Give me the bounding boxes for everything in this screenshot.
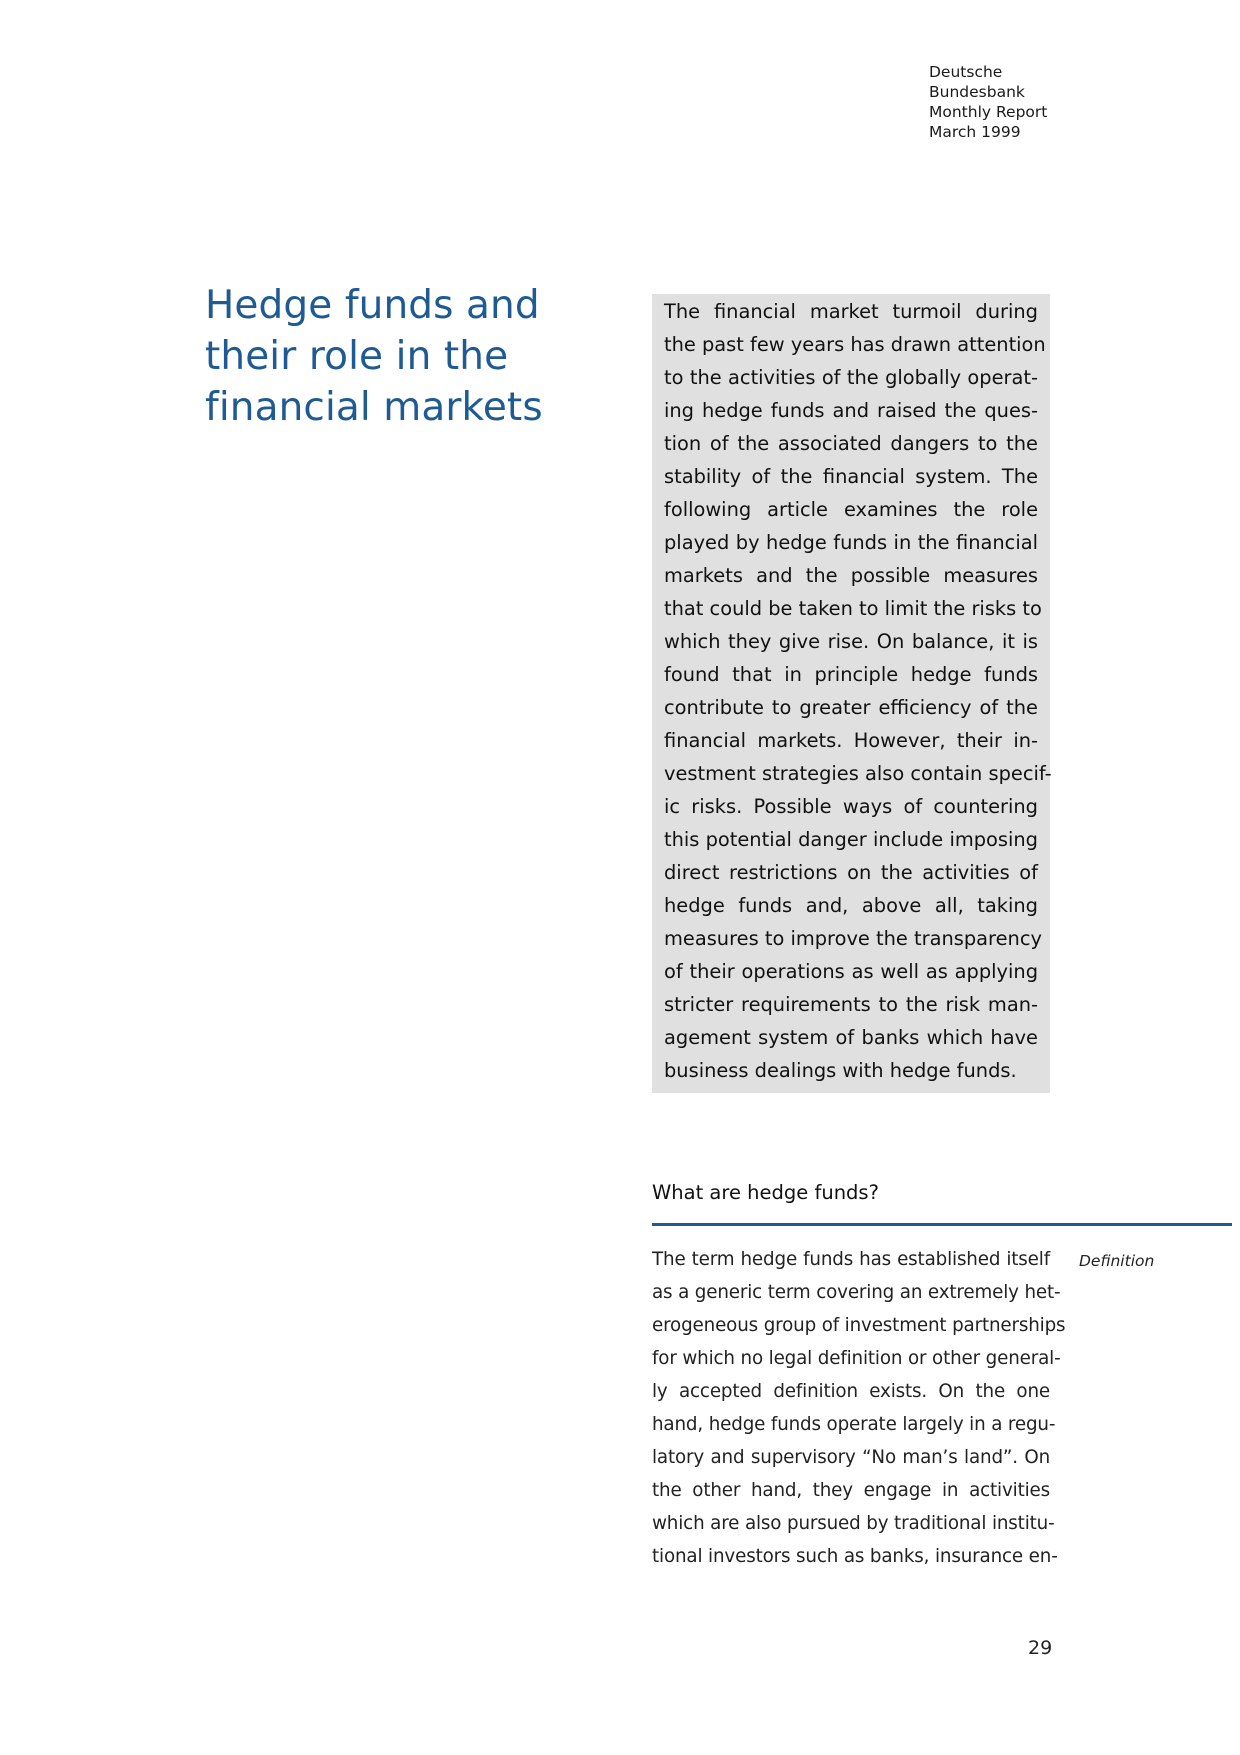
summary-line: of their operations as well as applying [664,960,1038,983]
header-line: Monthly Report [929,103,1048,121]
summary-line: agement system of banks which have [664,1026,1038,1049]
summary-line: to the activities of the globally operat- [664,366,1038,389]
summary-line: which they give rise. On balance, it is [664,630,1038,653]
summary-line: following article examines the role [664,498,1038,521]
summary-line: contribute to greater efficiency of the [664,696,1038,719]
summary-line: direct restrictions on the activities of [664,861,1038,884]
header-line: Deutsche [929,63,1003,81]
title-line: Hedge funds and [205,283,540,328]
summary-line: vestment strategies also contain specif- [664,762,1052,785]
section-heading: What are hedge funds? [652,1181,879,1204]
summary-line: financial markets. However, their in- [664,729,1038,752]
summary-line: stricter requirements to the risk man- [664,993,1038,1016]
summary-line: that could be taken to limit the risks to [664,597,1042,620]
summary-line: measures to improve the transparency [664,927,1042,950]
section-divider [652,1223,1232,1226]
body-line: tional investors such as banks, insurance en- [652,1546,1058,1567]
article-title [205,280,635,433]
body-line: hand, hedge funds operate largely in a regu- [652,1414,1056,1435]
summary-line: hedge funds and, above all, taking [664,894,1038,917]
summary-line: ic risks. Possible ways of countering [664,795,1038,818]
summary-line: The financial market turmoil during [664,300,1038,323]
page-number: 29 [1028,1637,1053,1659]
title-line: their role in the [205,334,509,379]
body-line: the other hand, they engage in activities [652,1480,1050,1501]
header-line: March 1999 [929,123,1021,141]
body-line: as a generic term covering an extremely het- [652,1282,1061,1303]
header-line: Bundesbank [929,83,1025,101]
body-line: latory and supervisory “No man’s land”. On [652,1447,1050,1468]
summary-line: played by hedge funds in the financial [664,531,1038,554]
title-line: financial markets [205,385,543,430]
summary-line: markets and the possible measures [664,564,1038,587]
summary-line: the past few years has drawn attention [664,333,1046,356]
summary-line: stability of the financial system. The [664,465,1038,488]
body-paragraph [652,1243,1066,1573]
body-line: which are also pursued by traditional institu- [652,1513,1055,1534]
summary-text [664,295,1052,1087]
summary-line: tion of the associated dangers to the [664,432,1038,455]
summary-line: ing hedge funds and raised the ques- [664,399,1038,422]
summary-box [652,294,1050,1093]
publication-header [929,62,1047,142]
body-line: erogeneous group of investment partnerships [652,1315,1066,1336]
body-line: The term hedge funds has established itself [652,1249,1050,1270]
body-line: ly accepted definition exists. On the one [652,1381,1050,1402]
summary-line: business dealings with hedge funds. [664,1059,1017,1082]
margin-note: Definition [1079,1252,1155,1270]
body-line: for which no legal definition or other general- [652,1348,1061,1369]
summary-line: this potential danger include imposing [664,828,1038,851]
summary-line: found that in principle hedge funds [664,663,1038,686]
